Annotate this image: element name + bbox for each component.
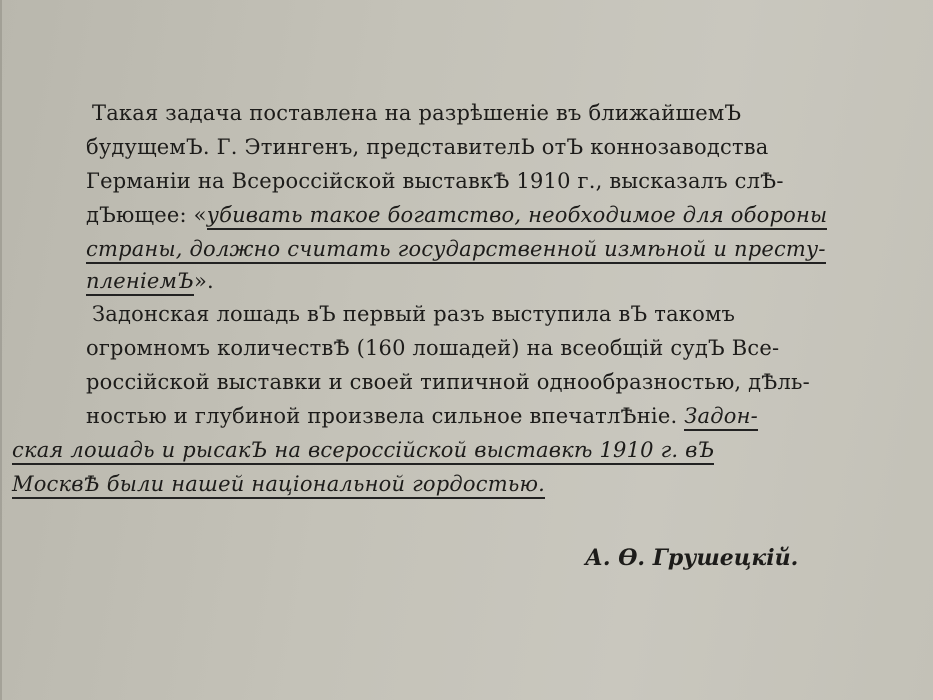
text-line: Задонская лошадь вЪ первый разъ выступила вЪ такомъ	[92, 302, 736, 326]
text-line	[86, 269, 214, 293]
underlined-quote: Задон-	[684, 404, 758, 431]
underlined-quote: ская лошадь и рысакЪ на всероссійской выставкѣ 1910 г. вЪ	[12, 438, 714, 465]
underlined-quote: пленіемЪ	[86, 269, 194, 296]
text-segment: ностью и глубиной произвела сильное впечатлѢніе.	[86, 404, 685, 428]
text-line	[86, 404, 758, 428]
text-line	[86, 203, 827, 227]
text-segment: ».	[194, 269, 214, 293]
text-line: Такая задача поставлена на разрѣшеніе въ ближайшемЪ	[92, 101, 742, 125]
text-line	[12, 472, 545, 496]
text-line: Германіи на Всероссійской выставкѢ 1910 г., высказалъ слѢ-	[86, 169, 784, 193]
text-line: огромномъ количествѢ (160 лошадей) на всеобщій судЪ Все-	[86, 336, 780, 360]
text-line: будущемЪ. Г. Этингенъ, представителЬ отЪ коннозаводства	[86, 135, 769, 159]
underlined-quote: страны, должно считать государственной измѣной и престу-	[86, 237, 826, 264]
signature: А. Ѳ. Грушецкій.	[585, 545, 799, 571]
page-edge-shadow	[0, 0, 2, 700]
text-line: россійской выставки и своей типичной однообразностью, дѢль-	[86, 370, 810, 394]
text-line	[12, 438, 714, 462]
text-line	[86, 237, 826, 261]
underlined-quote: МосквѢ были нашей національной гордостью.	[12, 472, 545, 499]
underlined-quote: убивать такое богатство, необходимое для обороны	[207, 203, 828, 230]
text-segment: дЪющее: «	[86, 203, 207, 227]
